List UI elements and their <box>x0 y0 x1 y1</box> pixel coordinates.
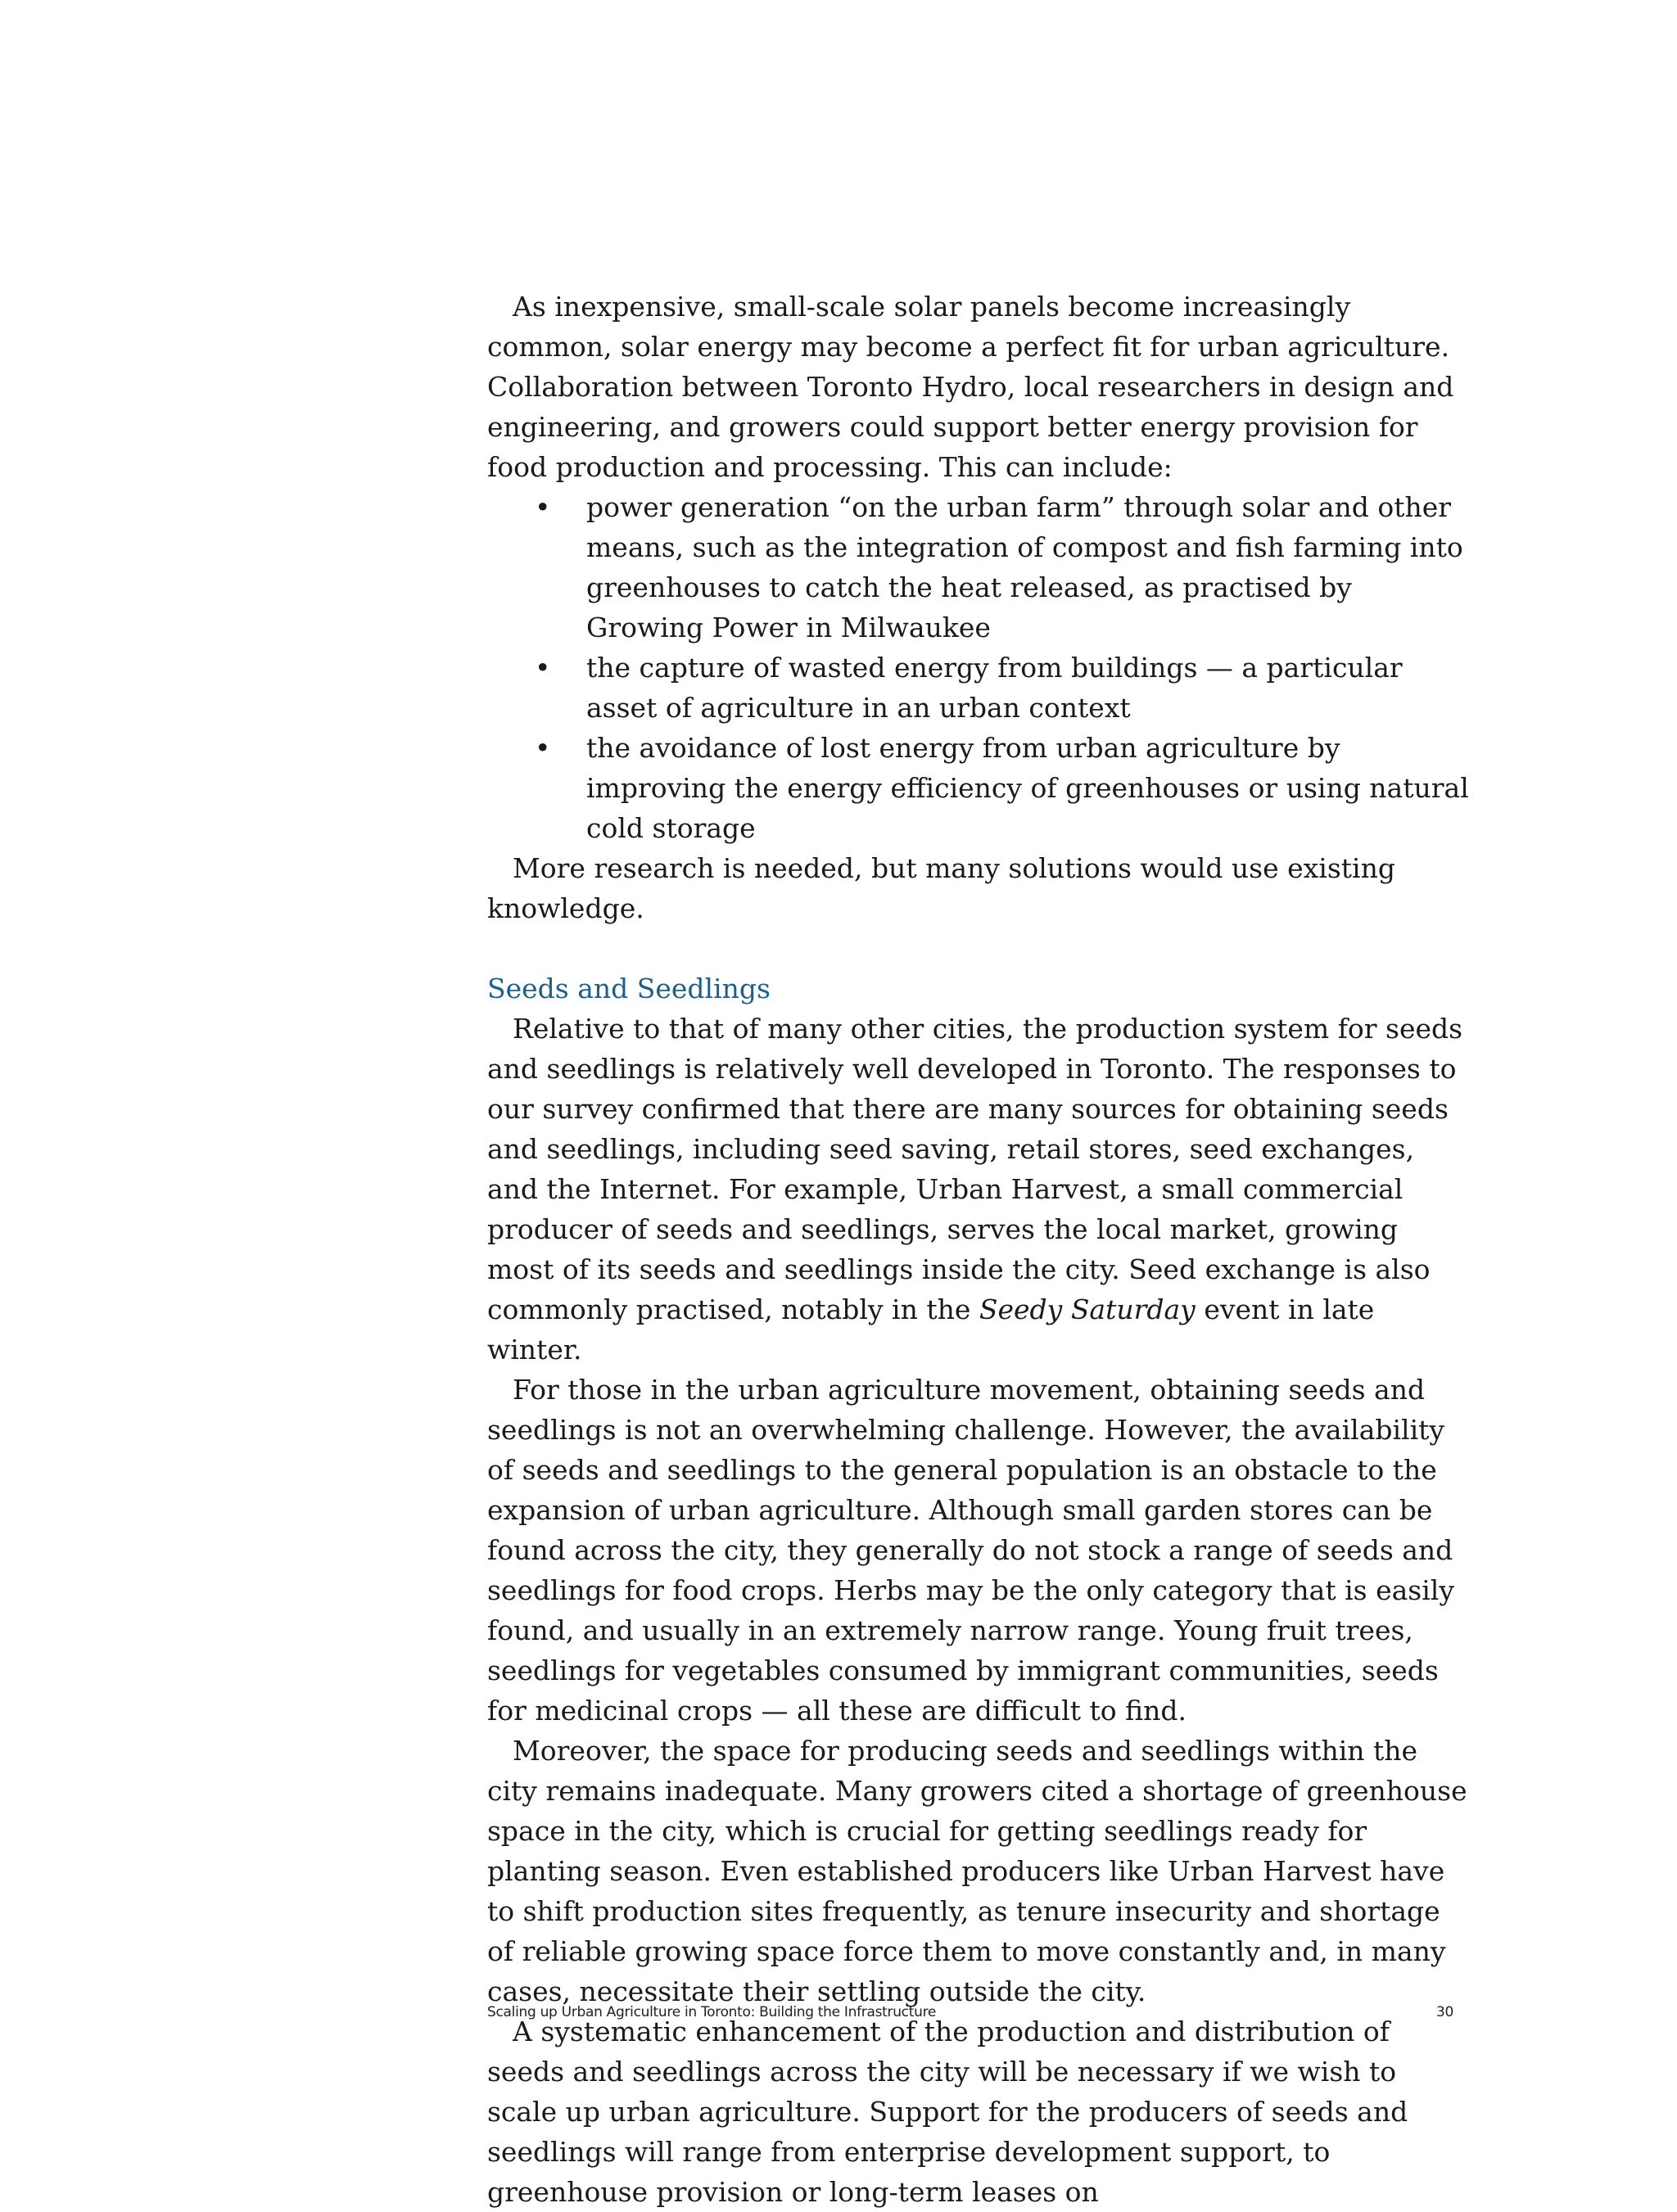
section-heading: Seeds and Seedlings <box>487 973 771 1004</box>
bullet-text: the avoidance of lost energy from urban agriculture by improving the energy efficiency of greenhouses or using natural cold storage <box>586 732 1469 844</box>
bullet-icon: • <box>535 491 551 523</box>
page-number: 30 <box>1435 2004 1453 2020</box>
intro-closing: More research is needed, but many solutions would use existing knowledge. <box>487 852 1395 924</box>
bullet-icon: • <box>535 652 551 684</box>
intro-paragraph: As inexpensive, small-scale solar panels become increasingly common, solar energy may become a perfect fit for urban agriculture. Collaboration between Toronto Hydro, local researchers in design and engineering, and growers could support better energy provision for food production and processing. This can include: <box>487 291 1454 483</box>
p1-text-start: Relative to that of many other cities, the production system for seeds and seedlings is relatively well developed in Toronto. The responses to our survey confirmed that there are many sources for obtaining seeds and seedlings, including seed saving, retail stores, seed exchanges, and the Internet. For example, Urban Harvest, a small commercial producer of seeds and seedlings, serves the local market, growing most of its seeds and seedlings inside the city. Seed exchange is also commonly practised, notably in the <box>487 1013 1463 1325</box>
footer-title: Scaling up Urban Agriculture in Toronto: Building the Infrastructure <box>487 2004 937 2020</box>
seeds-paragraph-4: A systematic enhancement of the production and distribution of seeds and seedlings across the city will be necessary if we wish to scale up urban agriculture. Support for the producers of seeds and seedlings will range from enterprise development support, to greenhouse provision or long-term leases on <box>487 2016 1408 2208</box>
p1-event-name: Seedy Saturday <box>979 1293 1196 1325</box>
body-text <box>487 287 1470 2212</box>
energy-bullet-list <box>487 487 1470 848</box>
seeds-paragraph-2: For those in the urban agriculture movement, obtaining seeds and seedlings is not an overwhelming challenge. However, the availability of seeds and seedlings to the general population is an obstacle to the expansion of urban agriculture. Although small garden stores can be found across the city, they generally do not stock a range of seeds and seedlings for food crops. Herbs may be the only category that is easily found, and usually in an extremely narrow range. Young fruit trees, seedlings for vegetables consumed by immigrant communities, seeds for medicinal crops — all these are difficult to find. <box>487 1374 1454 1727</box>
seeds-paragraph-3: Moreover, the space for producing seeds and seedlings within the city remains inadequate. Many growers cited a shortage of greenhouse space in the city, which is crucial for getting seedlings ready for planting season. Even established producers like Urban Harvest have to shift production sites frequently, as tenure insecurity and shortage of reliable growing space force them to move constantly and, in many cases, necessitate their settling outside the city. <box>487 1735 1467 2007</box>
bullet-text: power generation “on the urban farm” through solar and other means, such as the integration of compost and fish farming into greenhouses to catch the heat released, as practised by Growing Power in Milwaukee <box>586 491 1463 643</box>
bullet-icon: • <box>535 732 551 764</box>
bullet-item <box>487 728 1470 848</box>
bullet-text: the capture of wasted energy from buildings — a particular asset of agriculture in an urban context <box>586 652 1403 724</box>
p1-text-end: event in late winter. <box>487 1293 1375 1366</box>
bullet-item <box>487 487 1470 648</box>
bullet-item <box>487 648 1470 728</box>
seeds-paragraph-1 <box>487 1009 1470 1370</box>
